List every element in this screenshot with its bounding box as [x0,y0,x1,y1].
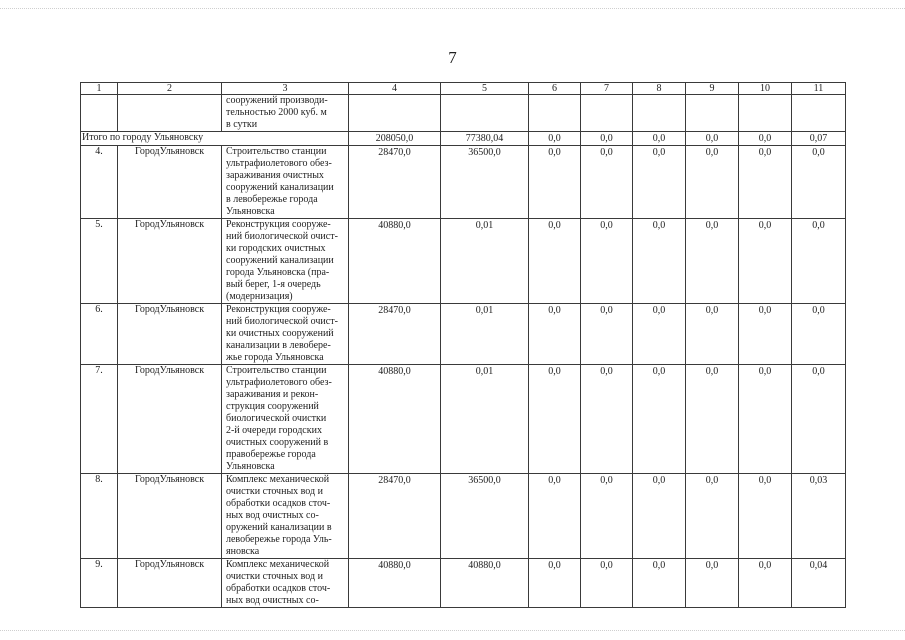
value-cell: 0,0 [792,304,846,365]
value-cell: 0,0 [581,365,633,474]
name-line: ультрафиолетового обез- [226,377,332,388]
index-cell: 7. [81,365,118,474]
index-cell: 9. [81,559,118,608]
name-line: ных вод очистных со- [226,595,319,606]
value-cell [349,95,441,132]
budget-table [80,82,846,608]
value-cell: 0,0 [581,304,633,365]
value-cell: 0,0 [529,559,581,608]
value-cell: 40880,0 [349,559,441,608]
name-line: ных вод очистных со- [226,510,319,521]
total-value: 0,0 [529,132,581,146]
city-line: Город [134,219,160,230]
name-line: 2-й очереди городских [226,425,322,436]
value-cell: 0,0 [792,365,846,474]
index-cell: 8. [81,474,118,559]
city-line: Город [134,474,160,485]
value-cell: 0,04 [792,559,846,608]
city-line: Город [134,559,160,570]
city-line: Город [134,304,160,315]
name-line: левобережье города Уль- [226,534,332,545]
index-cell [81,95,118,132]
value-cell: 0,0 [739,474,792,559]
value-cell: 0,03 [792,474,846,559]
name-line: ки городских очистных [226,243,326,254]
value-cell: 0,0 [792,219,846,304]
name-line: зараживания очистных [226,170,324,181]
header-cell: 10 [739,83,792,95]
city-line: Город [134,365,160,376]
value-cell [529,95,581,132]
header-cell: 7 [581,83,633,95]
name-line: Ульяновска [226,206,275,217]
table-row [81,146,846,219]
value-cell: 0,0 [529,474,581,559]
value-cell: 0,0 [529,365,581,474]
name-line: сооружений канализации [226,182,334,193]
name-line: вый берег, 1-я очередь [226,279,321,290]
value-cell: 36500,0 [441,146,529,219]
value-cell: 0,0 [529,219,581,304]
value-cell: 0,0 [686,559,739,608]
value-cell: 28470,0 [349,304,441,365]
value-cell: 28470,0 [349,474,441,559]
name-cell [222,95,349,132]
value-cell [686,95,739,132]
continuation-row [81,95,846,132]
name-line: сооружений канализации [226,255,334,266]
value-cell: 0,0 [792,146,846,219]
name-line: в левобережье города [226,194,318,205]
name-cell [222,219,349,304]
index-cell: 4. [81,146,118,219]
city-line: Ульяновск [159,304,205,315]
name-line: биологической очистки [226,413,327,424]
total-label: Итого по городу Ульяновску [81,132,349,146]
total-value: 77380,04 [441,132,529,146]
value-cell: 0,0 [739,559,792,608]
value-cell: 0,0 [581,146,633,219]
name-line: правобережье города [226,449,316,460]
total-value: 0,0 [739,132,792,146]
name-line: ультрафиолетового обез- [226,158,332,169]
value-cell: 0,01 [441,219,529,304]
header-cell: 1 [81,83,118,95]
value-cell: 0,0 [633,474,686,559]
total-value: 0,0 [581,132,633,146]
name-line: ки очистных сооружений [226,328,334,339]
name-cell [222,559,349,608]
value-cell: 0,0 [529,146,581,219]
header-cell: 11 [792,83,846,95]
total-value: 208050,0 [349,132,441,146]
name-line: оружений канализации в [226,522,332,533]
value-cell: 40880,0 [349,365,441,474]
name-line: тельностью 2000 куб. м [226,107,327,118]
name-line: Реконструкция сооруже- [226,304,331,315]
name-line: Комплекс механической [226,474,330,485]
header-cell: 6 [529,83,581,95]
name-line: Строительство станции [226,146,327,157]
value-cell: 0,0 [686,304,739,365]
name-line: Ульяновска [226,461,275,472]
city-line: Ульяновск [159,219,205,230]
value-cell: 0,0 [739,146,792,219]
value-cell: 0,0 [739,304,792,365]
city-line: Ульяновск [159,474,205,485]
city-cell [118,304,222,365]
table-row [81,559,846,608]
name-line: жье города Ульяновска [226,352,324,363]
value-cell: 0,0 [633,219,686,304]
name-line: Строительство станции [226,365,327,376]
value-cell: 0,0 [529,304,581,365]
value-cell: 0,0 [686,219,739,304]
name-line: в сутки [226,119,258,130]
scan-edge-top [0,8,905,10]
city-cell [118,559,222,608]
name-line: (модернизация) [226,291,293,302]
value-cell: 40880,0 [349,219,441,304]
header-cell: 9 [686,83,739,95]
table-row [81,219,846,304]
total-value: 0,0 [633,132,686,146]
value-cell [581,95,633,132]
value-cell: 0,0 [633,365,686,474]
name-line: Реконструкция сооруже- [226,219,331,230]
value-cell [739,95,792,132]
name-line: зараживания и рекон- [226,389,319,400]
value-cell [441,95,529,132]
scan-edge-bottom [0,630,905,632]
name-line: очистки сточных вод и [226,571,323,582]
page-number: 7 [448,48,457,67]
value-cell: 0,0 [581,474,633,559]
name-cell [222,474,349,559]
city-cell [118,474,222,559]
name-line: Комплекс механической [226,559,330,570]
name-line: очистки сточных вод и [226,486,323,497]
name-cell [222,304,349,365]
header-cell: 4 [349,83,441,95]
value-cell: 0,01 [441,304,529,365]
name-line: ний биологической очист- [226,231,338,242]
value-cell: 0,0 [633,146,686,219]
name-line: ний биологической очист- [226,316,338,327]
city-line: Ульяновск [159,559,205,570]
value-cell: 28470,0 [349,146,441,219]
city-cell [118,95,222,132]
name-line: очистных сооружений в [226,437,329,448]
city-line: Ульяновск [159,146,205,157]
table-row [81,304,846,365]
header-cell: 5 [441,83,529,95]
value-cell: 0,0 [686,474,739,559]
name-line: обработки осадков сточ- [226,498,331,509]
city-cell [118,365,222,474]
city-line: Город [134,146,160,157]
value-cell [792,95,846,132]
table-row [81,474,846,559]
index-cell: 5. [81,219,118,304]
total-row [81,132,846,146]
name-line: канализации в левобере- [226,340,331,351]
value-cell: 0,0 [739,365,792,474]
value-cell: 0,0 [581,219,633,304]
name-cell [222,365,349,474]
name-line: струкция сооружений [226,401,319,412]
total-value: 0,07 [792,132,846,146]
name-line: города Ульяновска (пра- [226,267,330,278]
value-cell [633,95,686,132]
city-line: Ульяновск [159,365,205,376]
value-cell: 0,0 [686,146,739,219]
header-cell: 2 [118,83,222,95]
name-line: обработки осадков сточ- [226,583,331,594]
value-cell: 0,0 [581,559,633,608]
name-line: сооружений производи- [226,95,328,106]
header-cell: 3 [222,83,349,95]
value-cell: 40880,0 [441,559,529,608]
value-cell: 0,01 [441,365,529,474]
index-cell: 6. [81,304,118,365]
city-cell [118,219,222,304]
city-cell [118,146,222,219]
header-row [81,83,846,95]
value-cell: 0,0 [633,304,686,365]
value-cell: 0,0 [633,559,686,608]
total-value: 0,0 [686,132,739,146]
value-cell: 36500,0 [441,474,529,559]
name-cell [222,146,349,219]
table-row [81,365,846,474]
name-line: яновска [226,546,260,557]
header-cell: 8 [633,83,686,95]
value-cell: 0,0 [739,219,792,304]
value-cell: 0,0 [686,365,739,474]
